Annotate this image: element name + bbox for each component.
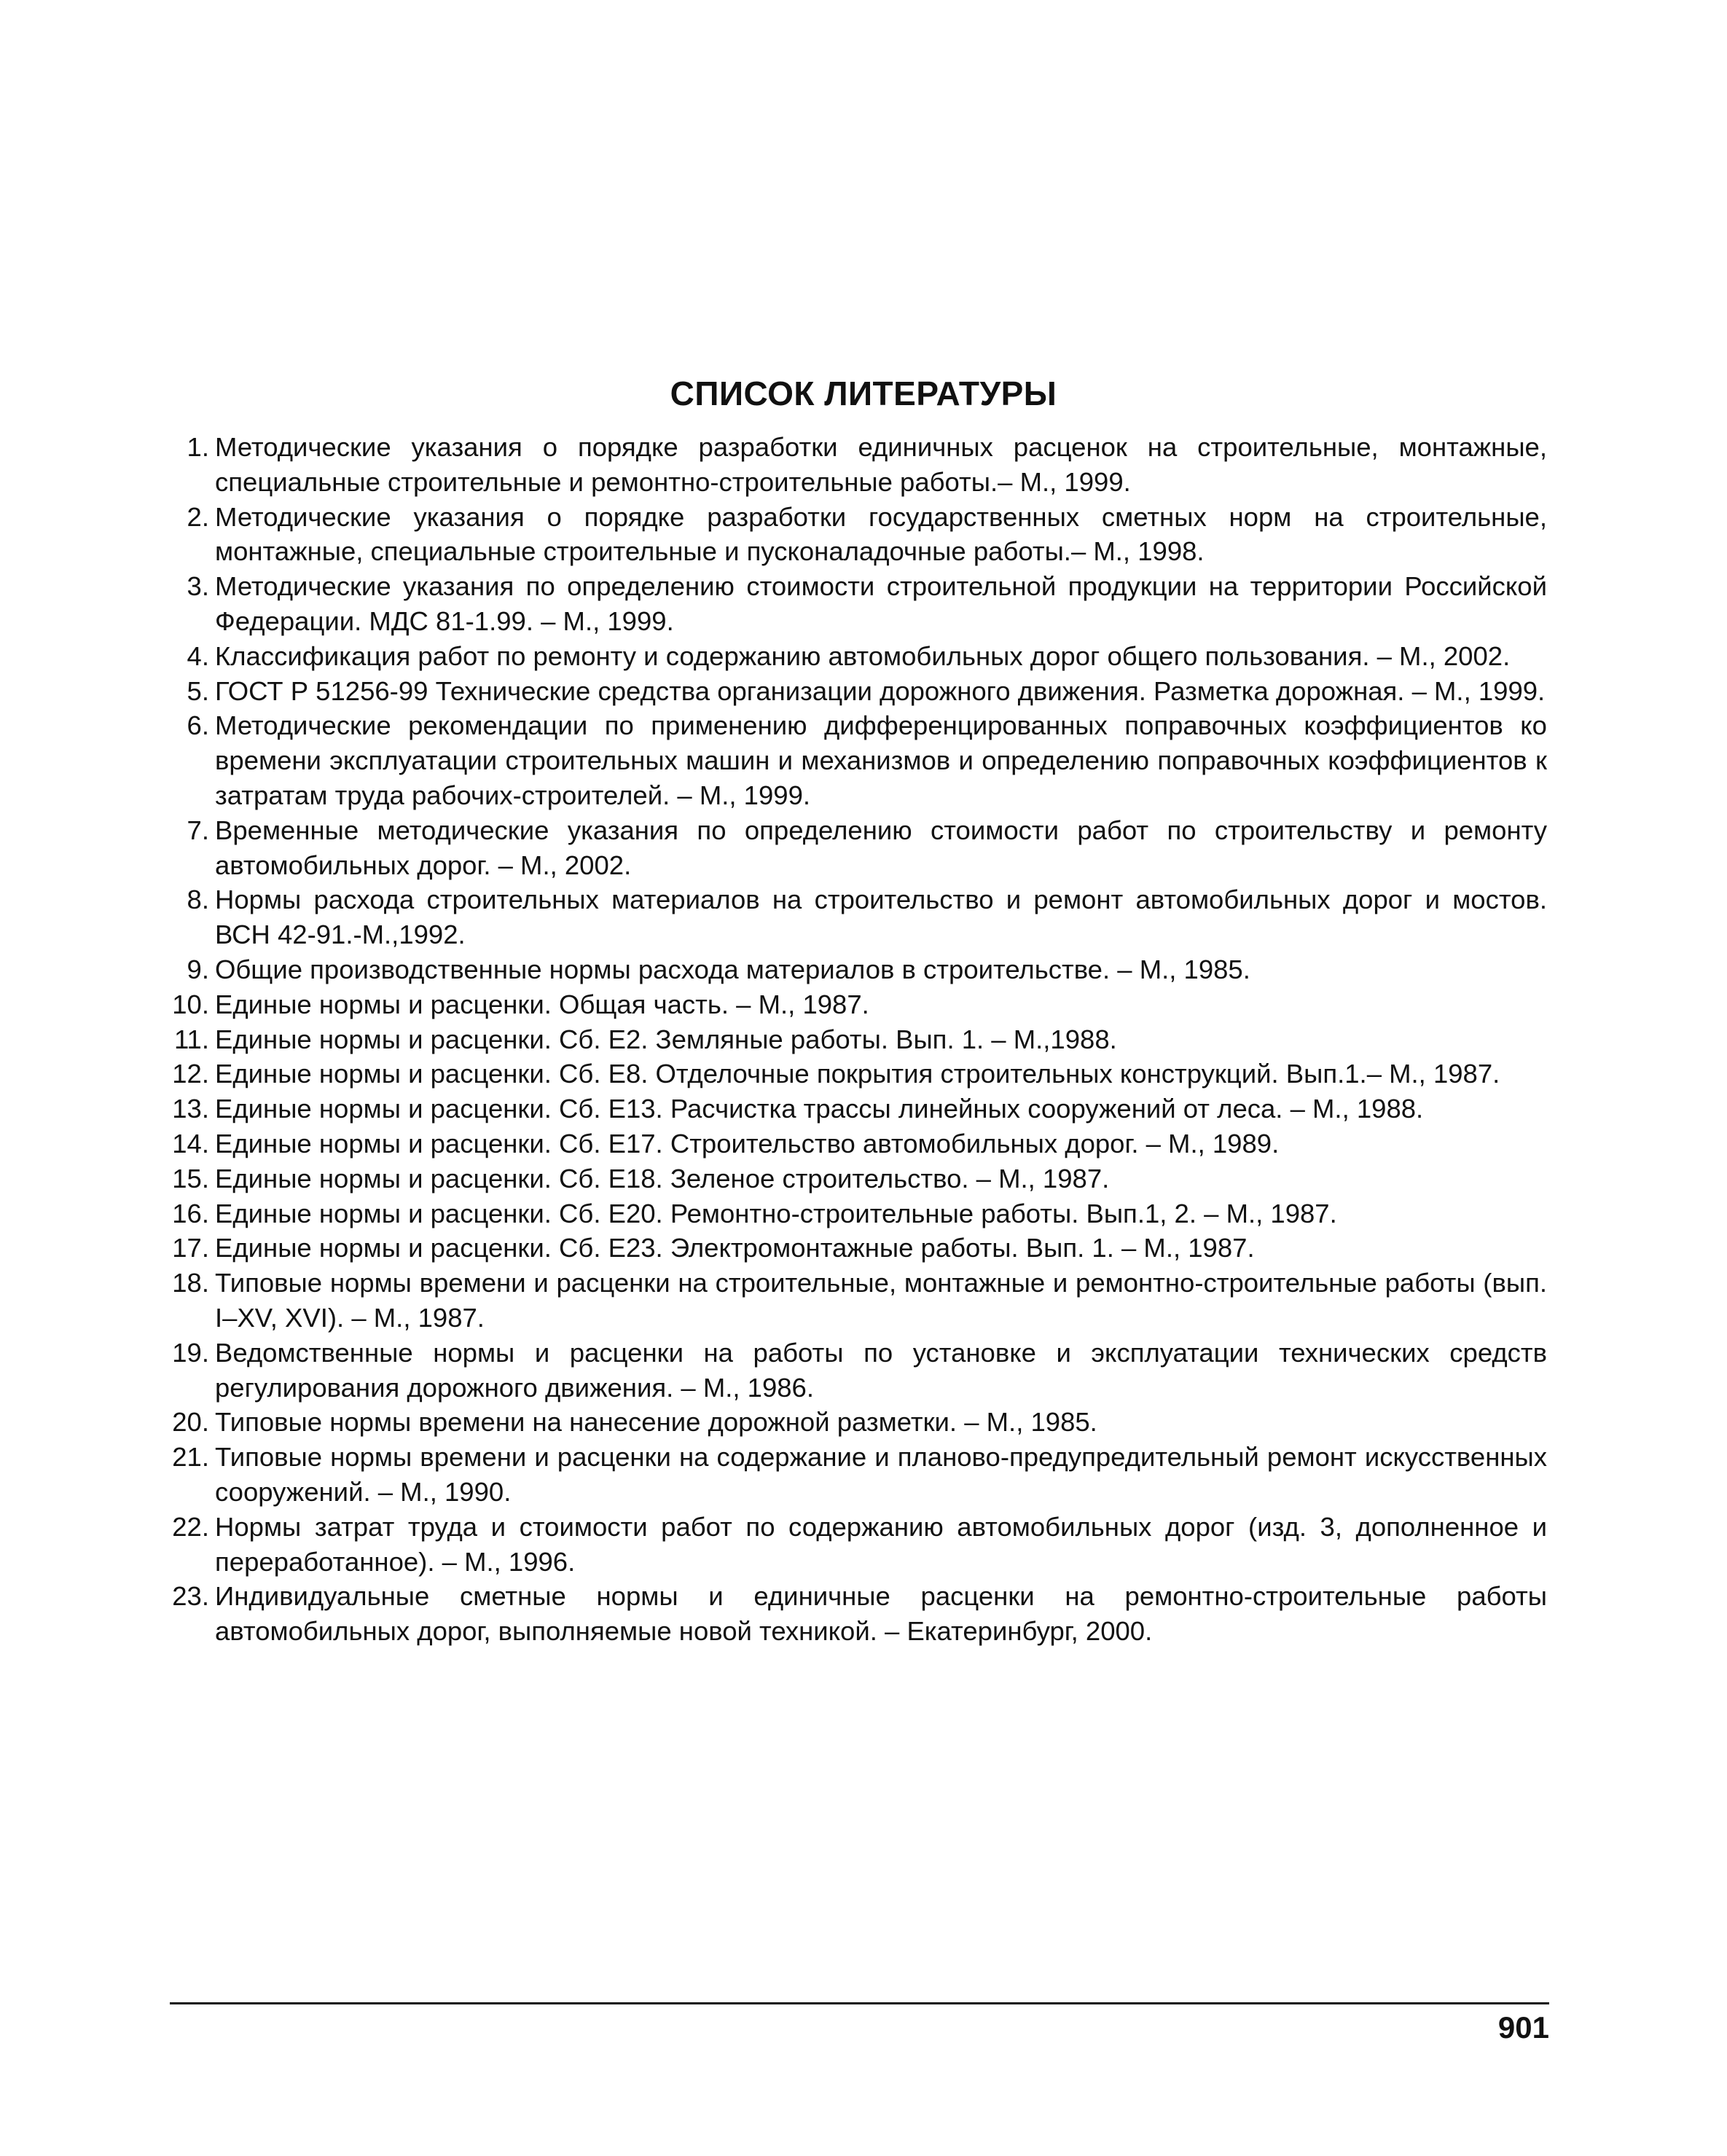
footer-divider — [170, 2002, 1549, 2004]
bibliography-item — [170, 1196, 1547, 1231]
bibliography-item-number: 20. — [172, 1407, 209, 1438]
bibliography-item — [170, 708, 1547, 812]
bibliography-item-number: 8. — [187, 885, 209, 915]
bibliography-item-number: 1. — [187, 432, 209, 462]
bibliography-list — [170, 430, 1547, 1649]
bibliography-item-number: 3. — [187, 571, 209, 602]
bibliography-item — [170, 1057, 1547, 1091]
bibliography-item-number: 5. — [187, 675, 209, 706]
bibliography-item-text: Единые нормы и расценки. Сб. Е18. Зеленое строительство. – М., 1987. — [215, 1163, 1110, 1193]
bibliography-item — [170, 987, 1547, 1022]
bibliography-item — [170, 1579, 1547, 1649]
bibliography-item-text: Индивидуальные сметные нормы и единичные расценки на ремонтно-строительные работы автомобильных дорог, выполняемые новой техникой. – Екатеринбург, 2000. — [215, 1581, 1547, 1647]
bibliography-item — [170, 430, 1547, 500]
bibliography-item-number: 7. — [187, 815, 209, 845]
bibliography-item-number: 22. — [172, 1511, 209, 1542]
bibliography-item-number: 16. — [172, 1198, 209, 1228]
bibliography-item-number: 12. — [172, 1059, 209, 1089]
bibliography-item — [170, 1440, 1547, 1510]
bibliography-item-text: Методические указания по определению стоимости строительной продукции на территории Российской Федерации. МДС 81-1.99. – М., 1999. — [215, 571, 1547, 636]
bibliography-item-text: Единые нормы и расценки. Общая часть. – М., 1987. — [215, 989, 869, 1019]
bibliography-item — [170, 674, 1547, 709]
bibliography-item — [170, 569, 1547, 639]
bibliography-item — [170, 952, 1547, 987]
bibliography-item-text: Нормы расхода строительных материалов на строительство и ремонт автомобильных дорог и мостов. ВСН 42-91.-М.,1992. — [215, 885, 1547, 950]
bibliography-item-number: 15. — [172, 1163, 209, 1193]
bibliography-item — [170, 1091, 1547, 1126]
bibliography-item-number: 9. — [187, 954, 209, 984]
bibliography-item-text: Единые нормы и расценки. Сб. Е8. Отделочные покрытия строительных конструкций. Вып.1.– М., 1987. — [215, 1059, 1500, 1089]
bibliography-item-number: 19. — [172, 1337, 209, 1368]
bibliography-item-text: Единые нормы и расценки. Сб. Е13. Расчистка трассы линейных сооружений от леса. – М., 1988. — [215, 1094, 1424, 1124]
bibliography-item-number: 2. — [187, 501, 209, 532]
bibliography-item — [170, 1510, 1547, 1580]
bibliography-item — [170, 1161, 1547, 1196]
bibliography-item-number: 18. — [172, 1268, 209, 1298]
bibliography-item-number: 10. — [172, 989, 209, 1019]
bibliography-item-text: Общие производственные нормы расхода материалов в строительстве. – М., 1985. — [215, 954, 1250, 984]
bibliography-item — [170, 1266, 1547, 1336]
page-number: 901 — [1497, 2010, 1549, 2045]
page-title: СПИСОК ЛИТЕРАТУРЫ — [670, 375, 1057, 412]
bibliography-item-text: Нормы затрат труда и стоимости работ по содержанию автомобильных дорог (изд. 3, дополненное и переработанное). – М., 1996. — [215, 1511, 1547, 1577]
bibliography-item-number: 13. — [172, 1094, 209, 1124]
bibliography-item-number: 4. — [187, 640, 209, 671]
bibliography-item-number: 17. — [172, 1233, 209, 1263]
bibliography-item-text: Методические указания о порядке разработки государственных сметных норм на строительные, монтажные, специальные строительные и пусконаладочные работы.– М., 1998. — [215, 501, 1547, 567]
bibliography-item — [170, 813, 1547, 883]
bibliography-item-text: Методические указания о порядке разработки единичных расценок на строительные, монтажные, специальные строительные и ремонтно-строительные работы.– М., 1999. — [215, 432, 1547, 497]
bibliography-item-number: 14. — [172, 1128, 209, 1159]
bibliography-item-text: Методические рекомендации по применению дифференцированных поправочных коэффициентов ко времени эксплуатации строительных машин и механизмов и определению поправочных коэффициентов к затратам труда рабочих-строителей. – М., 1999. — [215, 710, 1547, 810]
bibliography-item — [170, 500, 1547, 570]
bibliography-item-text: Классификация работ по ремонту и содержанию автомобильных дорог общего пользования. – М., 2002. — [215, 640, 1511, 671]
bibliography-item-text: Единые нормы и расценки. Сб. Е20. Ремонтно-строительные работы. Вып.1, 2. – М., 1987. — [215, 1198, 1337, 1228]
bibliography-item — [170, 639, 1547, 674]
bibliography-item — [170, 1405, 1547, 1440]
bibliography-item-text: ГОСТ Р 51256-99 Технические средства организации дорожного движения. Разметка дорожная. – М., 1999. — [215, 675, 1546, 706]
bibliography-item-text: Типовые нормы времени на нанесение дорожной разметки. – М., 1985. — [215, 1407, 1097, 1438]
bibliography-item — [170, 1022, 1547, 1057]
bibliography-item — [170, 1231, 1547, 1266]
bibliography-item-text: Типовые нормы времени и расценки на содержание и планово-предупредительный ремонт искусственных сооружений. – М., 1990. — [215, 1442, 1547, 1507]
bibliography-item-number: 6. — [187, 710, 209, 741]
bibliography-item-text: Единые нормы и расценки. Сб. Е23. Электромонтажные работы. Вып. 1. – М., 1987. — [215, 1233, 1255, 1263]
bibliography-item-text: Ведомственные нормы и расценки на работы по установке и эксплуатации технических средств регулирования дорожного движения. – М., 1986. — [215, 1337, 1547, 1403]
bibliography-item-text: Единые нормы и расценки. Сб. Е17. Строительство автомобильных дорог. – М., 1989. — [215, 1128, 1280, 1159]
bibliography-item-number: 21. — [172, 1442, 209, 1473]
bibliography-item-number: 11. — [173, 1024, 209, 1054]
bibliography-item-text: Типовые нормы времени и расценки на строительные, монтажные и ремонтно-строительные работы (вып. I–XV, XVI). – М., 1987. — [215, 1268, 1547, 1333]
bibliography-item — [170, 1336, 1547, 1406]
bibliography-item — [170, 1126, 1547, 1161]
bibliography-item-text: Единые нормы и расценки. Сб. Е2. Земляные работы. Вып. 1. – М.,1988. — [215, 1024, 1117, 1054]
bibliography-item — [170, 882, 1547, 952]
bibliography-item-text: Временные методические указания по определению стоимости работ по строительству и ремонту автомобильных дорог. – М., 2002. — [215, 815, 1547, 880]
bibliography-item-number: 23. — [172, 1581, 209, 1612]
